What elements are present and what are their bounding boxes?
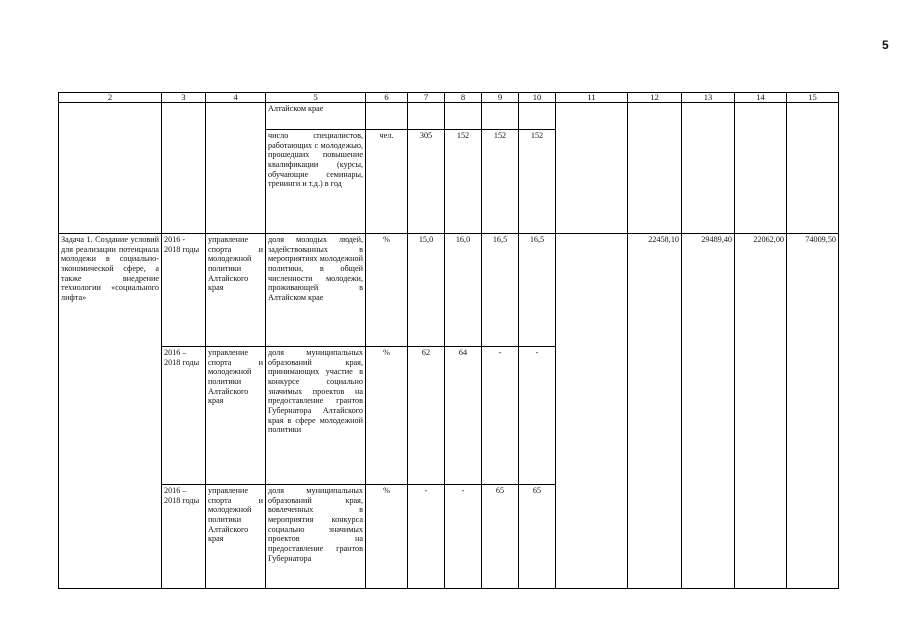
value-col7: - <box>408 485 445 589</box>
col-header-12: 12 <box>628 93 682 103</box>
funding-col12: 22458,10 <box>628 234 682 589</box>
unit-cell: % <box>366 485 408 589</box>
years-cell: 2016 – 2018 годы <box>162 485 206 589</box>
table-row <box>59 234 839 347</box>
executor-cell: управление спорта и молодежной политики Алтайского края <box>206 234 266 347</box>
empty-cell <box>206 103 266 234</box>
col-header-7: 7 <box>408 93 445 103</box>
funding-col14: 22062,00 <box>735 234 787 589</box>
indicator-cell: Алтайском крае <box>266 103 366 130</box>
empty-cell <box>556 234 628 589</box>
value-col8: 64 <box>445 347 482 485</box>
empty-cell <box>408 103 445 130</box>
col-header-2: 2 <box>59 93 162 103</box>
empty-cell <box>628 103 682 234</box>
col-header-15: 15 <box>787 93 839 103</box>
column-number-row <box>59 93 839 103</box>
col-header-6: 6 <box>366 93 408 103</box>
empty-cell <box>682 103 735 234</box>
funding-col13: 29489,40 <box>682 234 735 589</box>
empty-cell <box>787 103 839 234</box>
indicator-cell: число специалистов, работающих с молодежью, прошедших повышение квалификации (курсы, обучающие семинары, тренинги и т.д.) в год <box>266 130 366 234</box>
unit-cell: % <box>366 234 408 347</box>
col-header-10: 10 <box>519 93 556 103</box>
empty-cell <box>482 103 519 130</box>
indicator-cell: доля муниципальных образований края, вовлеченных в мероприятия конкурса социально значимых проектов на предоставление грантов Губернатора <box>266 485 366 589</box>
empty-cell <box>735 103 787 234</box>
unit-cell: % <box>366 347 408 485</box>
executor-cell: управление спорта и молодежной политики Алтайского края <box>206 485 266 589</box>
value-col10: 152 <box>519 130 556 234</box>
col-header-9: 9 <box>482 93 519 103</box>
value-col9: 65 <box>482 485 519 589</box>
value-col10: 65 <box>519 485 556 589</box>
empty-cell <box>445 103 482 130</box>
value-col7: 62 <box>408 347 445 485</box>
table-row <box>59 103 839 130</box>
task-name-cell: Задача 1. Создание условий для реализации потенциала молодежи в социально-экономической сфере, а также внедрение технологии «социального лифта» <box>59 234 162 589</box>
empty-cell <box>59 103 162 234</box>
col-header-4: 4 <box>206 93 266 103</box>
value-col9: - <box>482 347 519 485</box>
executor-cell: управление спорта и молодежной политики Алтайского края <box>206 347 266 485</box>
indicator-cell: доля муниципальных образований края, принимающих участие в конкурсе социально значимых проектов на предоставление грантов Губернатора Алтайского края в сфере молодежной политики <box>266 347 366 485</box>
program-table <box>58 92 839 589</box>
funding-col15: 74009,50 <box>787 234 839 589</box>
col-header-13: 13 <box>682 93 735 103</box>
years-cell: 2016 - 2018 годы <box>162 234 206 347</box>
page-number: 5 <box>882 38 889 52</box>
value-col8: - <box>445 485 482 589</box>
col-header-14: 14 <box>735 93 787 103</box>
col-header-3: 3 <box>162 93 206 103</box>
value-col10: - <box>519 347 556 485</box>
col-header-11: 11 <box>556 93 628 103</box>
indicator-cell: доля молодых людей, задействованных в мероприятиях молодежной политики, в общей численности молодежи, проживающей в Алтайском крае <box>266 234 366 347</box>
value-col10: 16,5 <box>519 234 556 347</box>
value-col8: 16,0 <box>445 234 482 347</box>
empty-cell <box>519 103 556 130</box>
unit-cell: чел. <box>366 130 408 234</box>
empty-cell <box>556 103 628 234</box>
value-col9: 16,5 <box>482 234 519 347</box>
col-header-5: 5 <box>266 93 366 103</box>
value-col7: 305 <box>408 130 445 234</box>
value-col9: 152 <box>482 130 519 234</box>
empty-cell <box>162 103 206 234</box>
value-col8: 152 <box>445 130 482 234</box>
col-header-8: 8 <box>445 93 482 103</box>
empty-cell <box>366 103 408 130</box>
value-col7: 15,0 <box>408 234 445 347</box>
years-cell: 2016 – 2018 годы <box>162 347 206 485</box>
